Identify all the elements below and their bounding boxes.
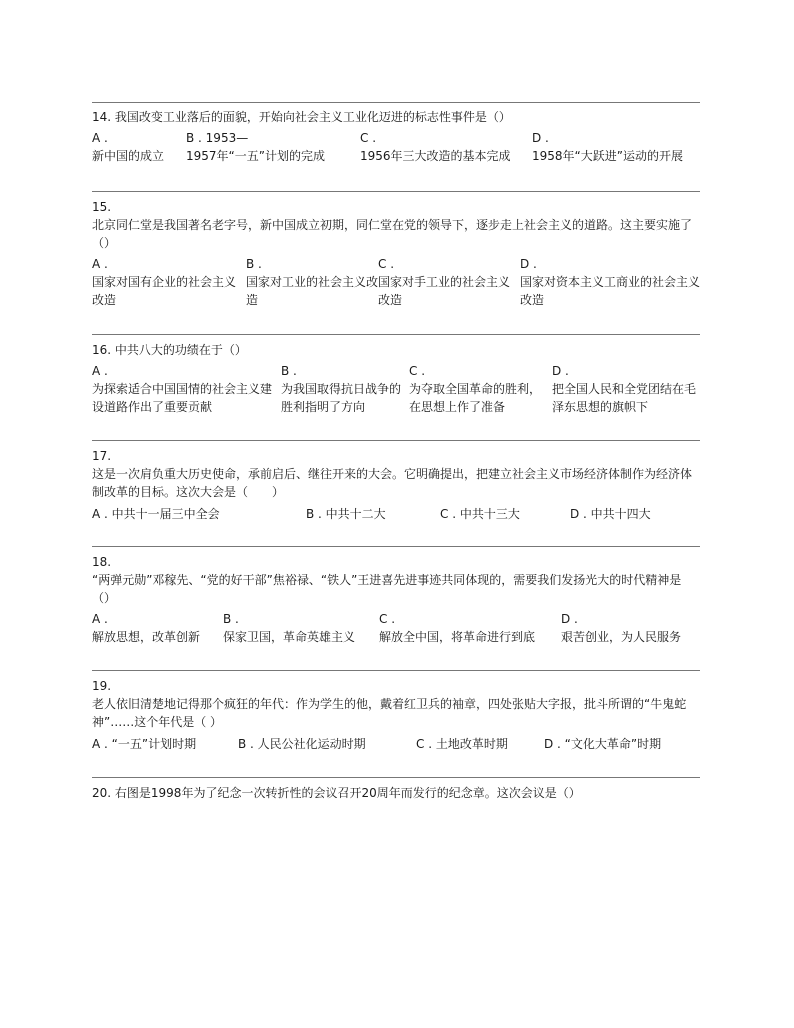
option-d[interactable]: D . 国家对资本主义工商业的社会主义改造 xyxy=(520,257,700,307)
option-b[interactable]: B . 国家对工业的社会主义改造 xyxy=(246,257,378,307)
divider xyxy=(92,670,700,671)
question-stem: 16. 中共八大的功绩在于（） xyxy=(92,343,247,357)
question-stem: 14. 我国改变工业落后的面貌，开始向社会主义工业化迈进的标志性事件是（） xyxy=(92,110,511,124)
divider xyxy=(92,777,700,778)
option-d[interactable]: D . 艰苦创业，为人民服务 xyxy=(561,612,682,644)
question-stem: 这是一次肩负重大历史使命，承前启后、继往开来的大会。它明确提出，把建立社会主义市场经济体制作为经济体制改革的目标。这次大会是（ ） xyxy=(92,467,693,499)
option-a[interactable]: A . 为探索适合中国国情的社会主义建设道路作出了重要贡献 xyxy=(92,364,273,414)
question-number: 15. xyxy=(92,200,112,214)
option-a[interactable]: A . “一五”计划时期 xyxy=(92,737,197,751)
option-c[interactable]: C . 解放全中国，将革命进行到底 xyxy=(379,612,536,644)
question-stem: 老人依旧清楚地记得那个疯狂的年代：作为学生的他，戴着红卫兵的袖章，四处张贴大字报，批斗所谓的“牛鬼蛇神”……这个年代是（ ） xyxy=(92,697,687,729)
option-c[interactable]: C . 国家对手工业的社会主义改造 xyxy=(378,257,511,307)
question-16 xyxy=(92,341,700,416)
divider xyxy=(92,546,700,547)
option-b[interactable]: B . 中共十二大 xyxy=(306,507,386,521)
question-stem: 北京同仁堂是我国著名老字号，新中国成立初期，同仁堂在党的领导下，逐步走上社会主义的道路。这主要实施了（） xyxy=(92,218,693,250)
question-stem: 20. 右图是1998年为了纪念一次转折性的会议召开20周年而发行的纪念章。这次会议是（） xyxy=(92,786,581,800)
option-a[interactable]: A . 解放思想，改革创新 xyxy=(92,612,201,644)
option-d[interactable]: D . 1958年“大跃进”运动的开展 xyxy=(532,131,683,163)
divider xyxy=(92,191,700,192)
question-19 xyxy=(92,677,700,753)
question-18 xyxy=(92,553,700,646)
question-number: 19. xyxy=(92,679,112,693)
question-20 xyxy=(92,784,700,802)
question-stem: “两弹元勋”邓稼先、“党的好干部”焦裕禄、“铁人”王进喜先进事迹共同体现的，需要我们发扬光大的时代精神是 （） xyxy=(92,573,682,605)
option-d[interactable]: D . 把全国人民和全党团结在毛泽东思想的旗帜下 xyxy=(552,364,697,414)
option-c[interactable]: C . 为夺取全国革命的胜利，在思想上作了准备 xyxy=(409,364,542,414)
option-d[interactable]: D . “文化大革命”时期 xyxy=(544,737,662,751)
option-d[interactable]: D . 中共十四大 xyxy=(570,507,651,521)
divider xyxy=(92,102,700,103)
option-a[interactable]: A . 中共十一届三中全会 xyxy=(92,507,220,521)
option-c[interactable]: C . 中共十三大 xyxy=(440,507,520,521)
option-b[interactable]: B . 保家卫国，革命英雄主义 xyxy=(223,612,356,644)
option-b[interactable]: B . 为我国取得抗日战争的胜利指明了方向 xyxy=(281,364,402,414)
divider xyxy=(92,334,700,335)
question-14 xyxy=(92,108,700,165)
option-b[interactable]: B . 1953— 1957年“一五”计划的完成 xyxy=(186,131,325,163)
option-c[interactable]: C . 1956年三大改造的基本完成 xyxy=(360,131,511,163)
option-a[interactable]: A . 新中国的成立 xyxy=(92,131,165,163)
option-b[interactable]: B . 人民公社化运动时期 xyxy=(238,737,366,751)
divider xyxy=(92,440,700,441)
option-a[interactable]: A . 国家对国有企业的社会主义改造 xyxy=(92,257,237,307)
question-17 xyxy=(92,447,700,523)
question-15 xyxy=(92,198,700,309)
question-number: 18. xyxy=(92,555,112,569)
question-number: 17. xyxy=(92,449,112,463)
option-c[interactable]: C . 土地改革时期 xyxy=(416,737,508,751)
